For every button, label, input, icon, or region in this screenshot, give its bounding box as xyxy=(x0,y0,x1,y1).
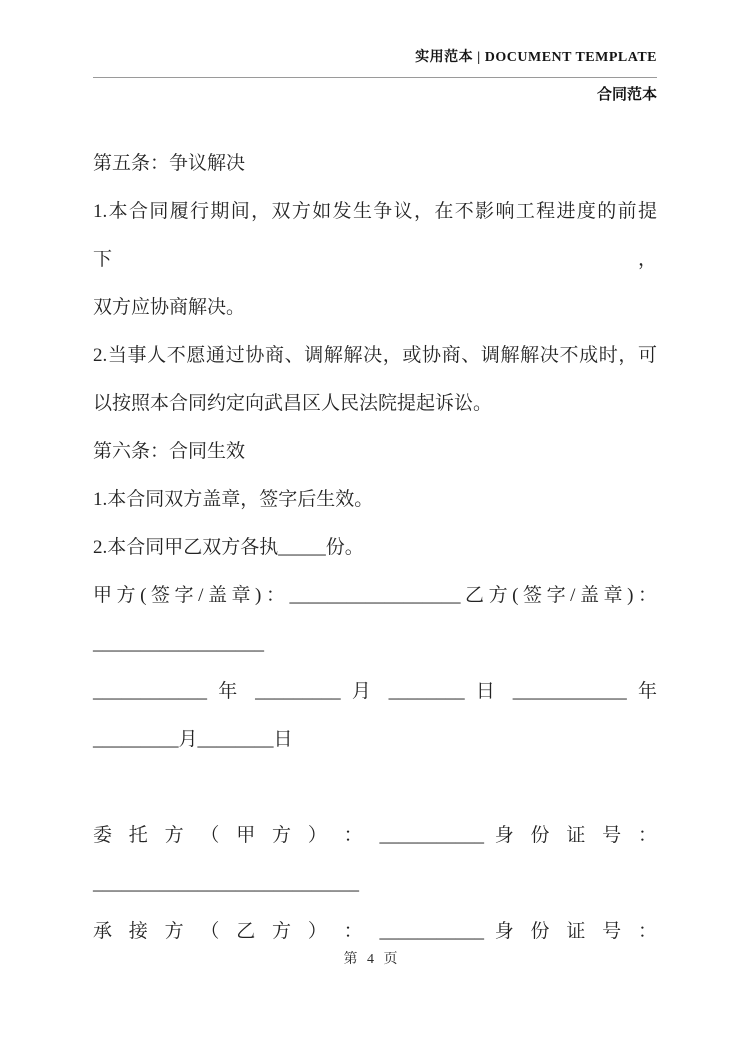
body-line-clause5-item2b: 以按照本合同约定向武昌区人民法院提起诉讼。 xyxy=(93,393,493,414)
body-line-clause6-title: 第六条：合同生效 xyxy=(93,441,246,462)
body-line-clause5-item2a: 2.当事人不愿通过协商、调解解决，或协商、调解解决不成时，可 xyxy=(93,345,657,366)
body-line-clause5-title: 第五条：争议解决 xyxy=(93,153,246,174)
body-line-id-blank: ____________________________ xyxy=(93,873,359,894)
header-doc-type: 合同范本 xyxy=(596,87,657,103)
body-line-undertaking-party: 承 接 方 （ 乙 方 ） ： ___________ 身 份 证 号 ： xyxy=(93,921,657,942)
body-line-date-row2: _________月________日 xyxy=(93,729,293,750)
body-line-date-row1: ____________ 年 _________ 月 ________ 日 ____________ 年 xyxy=(93,681,657,702)
body-line-signature-parties: 甲方(签字/盖章)：__________________乙方(签字/盖章)： xyxy=(93,585,657,606)
document-body xyxy=(0,104,744,956)
page-number: 第 4 页 xyxy=(343,952,401,967)
body-line-clause5-item1a: 1.本合同履行期间，双方如发生争议，在不影响工程进度的前提下， xyxy=(93,201,657,270)
body-line-signature-blank: __________________ xyxy=(93,633,264,654)
body-line-entrusting-party: 委 托 方 （ 甲 方 ） ： ___________ 身 份 证 号 ： xyxy=(93,825,657,846)
header-brand: 实用范本 | DOCUMENT TEMPLATE xyxy=(415,50,657,65)
body-line-clause6-item2: 2.本合同甲乙双方各执_____份。 xyxy=(93,537,364,558)
body-line-clause6-item1: 1.本合同双方盖章，签字后生效。 xyxy=(93,489,374,510)
body-line-clause5-item1b: 双方应协商解决。 xyxy=(93,297,246,318)
header-divider xyxy=(93,77,657,78)
page-header xyxy=(0,0,744,104)
